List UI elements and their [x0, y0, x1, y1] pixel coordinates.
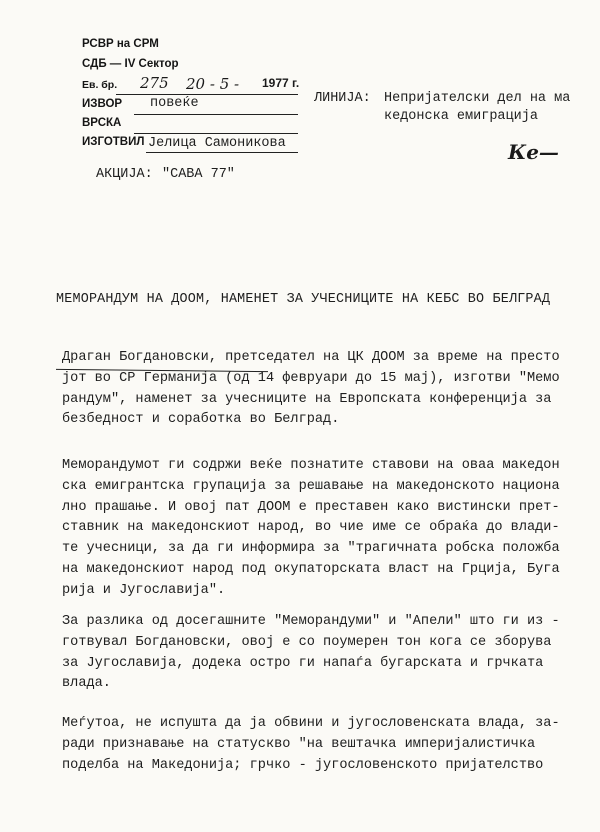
- paragraph-line: Меморандумот ги содржи веќе познатите ставови на оваа македон: [62, 458, 560, 473]
- stamp-izgotvil-label: ИЗГОТВИЛ: [82, 136, 145, 148]
- stamp-org-1: РСВР на СРМ: [82, 38, 159, 50]
- stamp-org-2: СДБ — IV Сектор: [82, 58, 179, 70]
- izvor-field-line: [134, 114, 298, 115]
- paragraph-line: готвувал Богдановски, овој е со поумерен тон кога се зборува: [62, 634, 552, 650]
- vrska-field-line: [134, 133, 298, 134]
- stamp-vrska-label: ВРСКА: [82, 117, 122, 129]
- paragraph-3: [62, 612, 582, 695]
- akcija-label: АКЦИЈА:: [96, 167, 153, 182]
- paragraph-line: Драган Богдановски, претседател на ЦК ДООМ за време на престо: [62, 350, 560, 365]
- paragraph-line: за Југославија, додека остро ги напаѓа бугарската и грчката: [62, 655, 544, 671]
- ev-field-line: [116, 94, 298, 95]
- izgotvil-field-line: [146, 152, 298, 153]
- paragraph-line: те учесници, за да ги информира за "трагичната робска положба: [62, 541, 560, 557]
- handwritten-ev-date: 20 - 5 -: [186, 75, 240, 93]
- initials-signature: Ке—: [508, 140, 559, 164]
- stamp-ev-label: Ев. бр.: [82, 79, 118, 91]
- document-title: МЕМОРАНДУМ НА ДООМ, НАМЕНЕТ ЗА УЧЕСНИЦИТЕ НА КЕБС ВО БЕЛГРАД: [56, 292, 551, 307]
- linija-line-2: кедонска емиграција: [384, 109, 538, 124]
- paragraph-line: ска емигрантска групација за решавање на македонското национа: [62, 478, 560, 494]
- handwritten-ev-year: 1977 г.: [262, 76, 300, 90]
- paragraph-line: рандум", наменет за учесниците на Европската конференција за: [62, 391, 552, 407]
- stamp-izvor-label: ИЗВОР: [82, 98, 123, 110]
- paragraph-1: [62, 348, 582, 431]
- handwritten-ev-number: 275: [140, 74, 169, 92]
- paragraph-line: лно прашање. И овој пат ДООМ е преставен како вистински прет-: [62, 499, 560, 515]
- paragraph-2: [62, 456, 582, 602]
- paragraph-4: [62, 714, 582, 776]
- paragraph-line: За разлика од досегашните "Меморандуми" и "Апели" што ги из -: [62, 614, 560, 629]
- paragraph-line: поделба на Македонија; грчко - југословенското пријателство: [62, 757, 544, 773]
- paragraph-line: ради признавање на статускво "на вештачка империјалистичка: [62, 736, 536, 752]
- linija-line-1: Непријателски дел на ма: [384, 91, 571, 106]
- paragraph-line: јот во СР Германија (од 14 февруари до 15 мај), изготви "Мемо: [62, 370, 560, 386]
- paragraph-line: безбедност и соработка во Белград.: [62, 412, 340, 428]
- paragraph-line: на македонскиот народ под окупаторската власт на Грција, Буга: [62, 561, 560, 577]
- paragraph-line: Меѓутоа, не испушта да ја обвини и југословенската влада, за-: [62, 716, 560, 731]
- paragraph-line: рија и Југославија".: [62, 582, 226, 598]
- paragraph-line: ставник на македонскиот народ, во чие име се обраќа до влади-: [62, 520, 560, 536]
- izgotvil-value: Јелица Самоникова: [148, 136, 286, 151]
- linija-label: ЛИНИЈА:: [314, 91, 371, 106]
- paragraph-line: влада.: [62, 676, 111, 692]
- izvor-value: повеќе: [150, 96, 199, 111]
- akcija-value: "САВА 77": [162, 167, 235, 182]
